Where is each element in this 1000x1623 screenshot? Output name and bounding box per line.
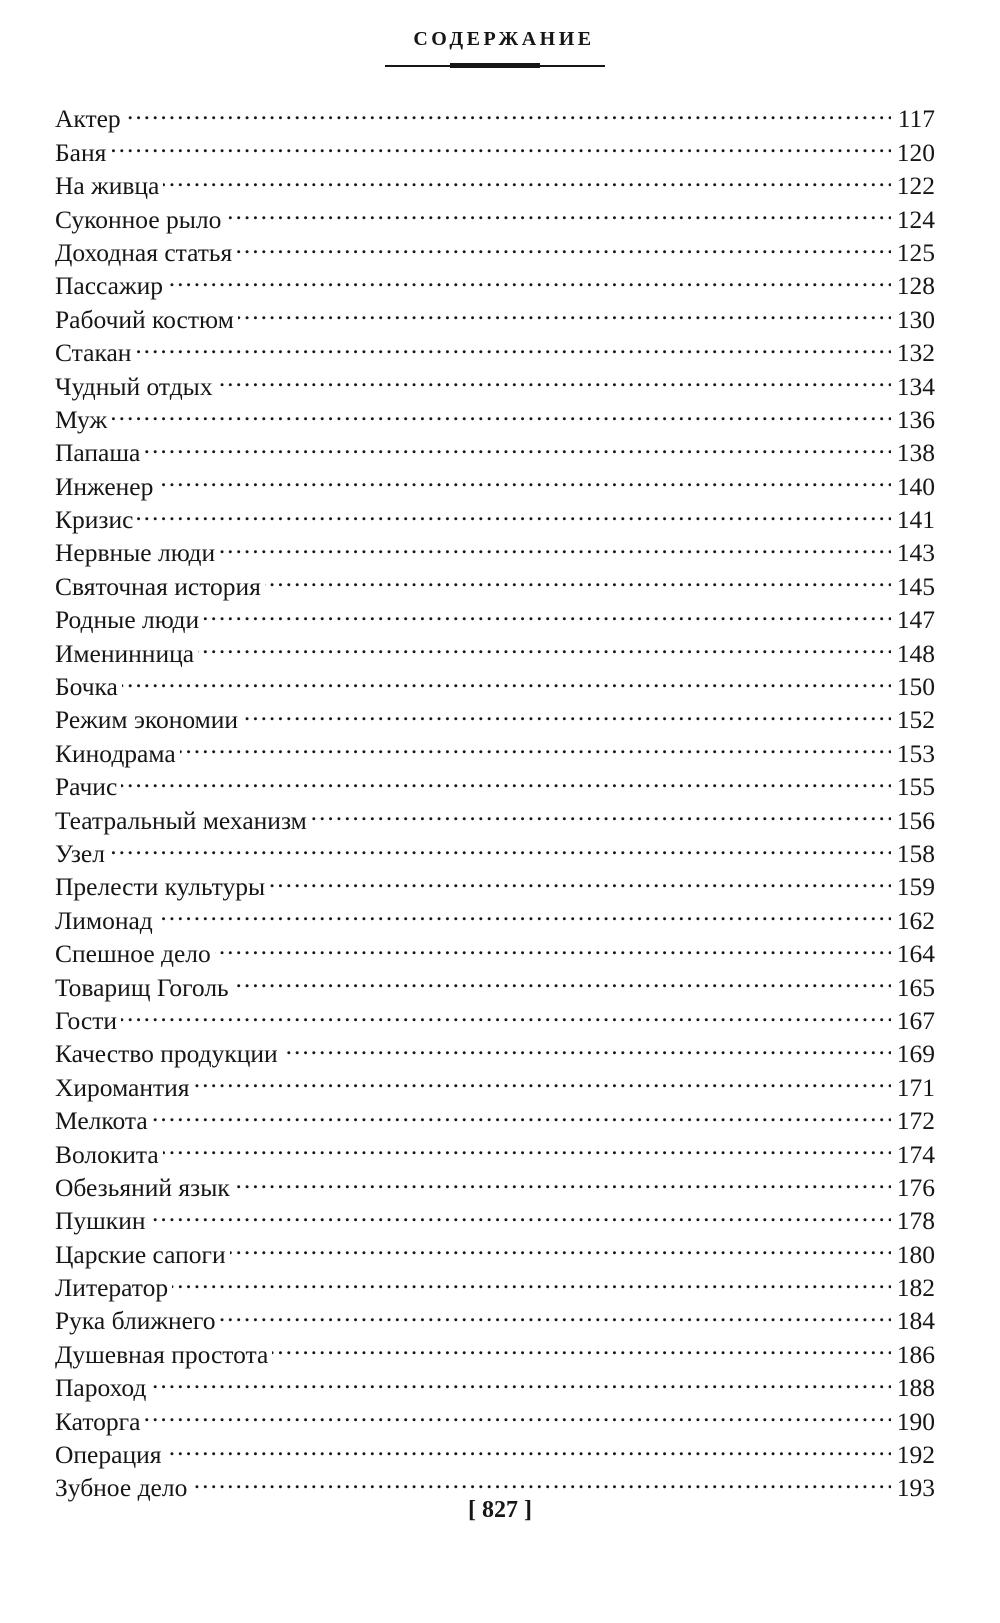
toc-entry-page-number: 182 <box>896 1273 935 1303</box>
toc-entry-title: Лимонад <box>55 905 153 935</box>
toc-entry-title: Пассажир <box>55 271 164 301</box>
toc-entry-title: Бочка <box>55 672 118 702</box>
toc-dot-leader <box>238 294 891 327</box>
toc-entry-page-number: 169 <box>896 1039 935 1069</box>
toc-entry-page-number: 167 <box>896 1005 935 1035</box>
toc-entry-title: Родные люди <box>55 605 200 635</box>
toc-entry-title: Режим экономии <box>55 705 239 735</box>
toc-entry-page-number: 147 <box>896 605 935 635</box>
toc-entry-page-number: 158 <box>896 838 935 868</box>
page-title: СОДЕРЖАНИЕ <box>413 28 595 50</box>
toc-dot-leader <box>150 1363 891 1396</box>
toc-entry <box>55 328 935 368</box>
toc-entry <box>55 895 935 935</box>
toc-entry-title: Кризис <box>55 505 134 535</box>
toc-dot-leader <box>311 795 891 828</box>
toc-entry <box>55 1163 935 1202</box>
toc-entry-title: Баня <box>55 137 107 167</box>
toc-dot-leader <box>152 1096 891 1129</box>
toc-entry <box>55 1363 935 1403</box>
toc-entry <box>55 662 935 702</box>
toc-entry <box>55 194 935 234</box>
toc-dot-leader <box>219 528 891 561</box>
toc-entry <box>55 1263 935 1303</box>
toc-dot-leader <box>282 1029 891 1062</box>
toc-entry-page-number: 117 <box>897 104 935 134</box>
toc-entry-title: Пароход <box>55 1373 147 1403</box>
toc-dot-leader <box>215 929 891 962</box>
toc-entry-page-number: 128 <box>896 271 935 301</box>
toc-entry-page-number: 143 <box>896 538 935 568</box>
toc-entry <box>55 1296 935 1336</box>
toc-entry <box>55 428 935 468</box>
toc-entry-page-number: 140 <box>896 471 935 501</box>
toc-entry <box>55 762 935 802</box>
toc-entry <box>55 695 935 735</box>
toc-dot-leader <box>165 1430 891 1463</box>
toc-entry-page-number: 162 <box>896 905 935 935</box>
toc-entry <box>55 1196 935 1236</box>
toc-entry-title: Каторга <box>55 1406 141 1436</box>
page-header <box>0 28 1000 51</box>
toc-entry-page-number: 176 <box>896 1172 935 1202</box>
toc-entry-page-number: 180 <box>896 1239 935 1269</box>
toc-entry-page-number: 165 <box>896 972 935 1002</box>
toc-entry-title: Зубное дело <box>55 1473 188 1503</box>
toc-entry-title: Прелести культуры <box>55 872 266 902</box>
toc-entry <box>55 461 935 501</box>
toc-entry-title: Именинница <box>55 638 195 668</box>
toc-dot-leader <box>122 662 891 695</box>
toc-entry-title: Инженер <box>55 471 154 501</box>
toc-dot-leader <box>157 461 891 494</box>
toc-entry-title: Литератор <box>55 1273 169 1303</box>
toc-entry-page-number: 122 <box>896 171 935 201</box>
toc-dot-leader <box>172 1263 891 1296</box>
toc-dot-leader <box>121 996 891 1029</box>
toc-entry <box>55 528 935 568</box>
toc-entry-page-number: 188 <box>896 1373 935 1403</box>
toc-dot-leader <box>265 561 891 594</box>
toc-entry-page-number: 136 <box>896 404 935 434</box>
toc-dot-leader <box>230 1229 891 1262</box>
toc-entry-page-number: 174 <box>896 1139 935 1169</box>
toc-entry <box>55 1129 935 1169</box>
toc-entry-title: Рачис <box>55 772 118 802</box>
toc-entry-title: Царские сапоги <box>55 1239 226 1269</box>
toc-entry <box>55 1396 935 1436</box>
toc-entry-page-number: 190 <box>896 1406 935 1436</box>
toc-entry-page-number: 134 <box>896 371 935 401</box>
toc-dot-leader <box>163 161 891 194</box>
toc-entry-title: Нервные люди <box>55 538 216 568</box>
toc-dot-leader <box>269 862 891 895</box>
toc-dot-leader <box>144 428 891 461</box>
toc-dot-leader <box>135 328 891 361</box>
toc-dot-leader <box>180 728 891 761</box>
toc-entry <box>55 495 935 535</box>
toc-entry-title: Суконное рыло <box>55 204 222 234</box>
toc-entry <box>55 161 935 201</box>
toc-entry-page-number: 171 <box>896 1072 935 1102</box>
toc-entry-title: Чудный отдых <box>55 371 213 401</box>
toc-entry-title: Рабочий костюм <box>55 304 234 334</box>
toc-entry-page-number: 125 <box>896 237 935 267</box>
toc-entry <box>55 862 935 902</box>
toc-dot-leader <box>272 1329 891 1362</box>
toc-entry <box>55 261 935 301</box>
toc-entry-page-number: 152 <box>896 705 935 735</box>
toc-entry <box>55 1229 935 1269</box>
toc-entry-page-number: 150 <box>896 672 935 702</box>
toc-entry <box>55 127 935 167</box>
toc-entry-title: Актер <box>55 104 121 134</box>
toc-dot-leader <box>137 495 891 528</box>
toc-entry-title: Качество продукции <box>55 1039 278 1069</box>
toc-entry <box>55 395 935 434</box>
toc-entry-title: Операция <box>55 1440 162 1470</box>
toc-entry-page-number: 192 <box>896 1440 935 1470</box>
toc-dot-leader <box>198 628 891 661</box>
toc-entry-title: Доходная статья <box>55 237 233 267</box>
toc-entry-title: Гости <box>55 1005 117 1035</box>
toc-entry-page-number: 178 <box>896 1206 935 1236</box>
toc-entry <box>55 996 935 1035</box>
toc-entry <box>55 929 935 969</box>
toc-entry-page-number: 184 <box>896 1306 935 1336</box>
toc-entry <box>55 829 935 868</box>
toc-dot-leader <box>225 194 891 227</box>
toc-entry-title: На живца <box>55 171 160 201</box>
toc-dot-leader <box>144 1396 891 1429</box>
toc-entry-page-number: 156 <box>896 805 935 835</box>
toc-entry <box>55 94 935 134</box>
table-of-contents <box>55 94 935 1503</box>
toc-entry-title: Узел <box>55 838 105 868</box>
toc-dot-leader <box>242 695 891 728</box>
toc-entry-page-number: 148 <box>896 638 935 668</box>
toc-entry-title: Муж <box>55 404 108 434</box>
toc-entry-title: Хиромантия <box>55 1072 190 1102</box>
toc-dot-leader <box>125 94 891 127</box>
toc-dot-leader <box>234 1163 891 1196</box>
toc-dot-leader <box>236 228 891 261</box>
toc-dot-leader <box>110 127 891 160</box>
toc-entry-title: Рука ближнего <box>55 1306 216 1336</box>
toc-entry-title: Кинодрама <box>55 738 176 768</box>
toc-dot-leader <box>149 1196 891 1229</box>
toc-entry-page-number: 132 <box>896 338 935 368</box>
toc-dot-leader <box>191 1463 891 1496</box>
toc-entry <box>55 1463 935 1503</box>
toc-dot-leader <box>111 395 891 428</box>
toc-entry-title: Театральный механизм <box>55 805 307 835</box>
toc-dot-leader <box>157 895 891 928</box>
toc-entry <box>55 294 935 334</box>
toc-entry <box>55 1029 935 1069</box>
toc-dot-leader <box>220 1296 892 1329</box>
toc-entry-page-number: 155 <box>896 772 935 802</box>
toc-entry-page-number: 145 <box>896 571 935 601</box>
toc-entry-title: Пушкин <box>55 1206 146 1236</box>
header-rule-accent <box>450 63 540 68</box>
toc-entry-title: Святочная история <box>55 571 261 601</box>
toc-dot-leader <box>109 829 891 862</box>
toc-dot-leader <box>163 1129 891 1162</box>
toc-entry <box>55 361 935 401</box>
toc-dot-leader <box>203 595 891 628</box>
toc-dot-leader <box>233 962 891 995</box>
toc-entry <box>55 728 935 768</box>
toc-entry-page-number: 138 <box>896 438 935 468</box>
toc-entry-page-number: 124 <box>896 204 935 234</box>
toc-entry-title: Обезьяний язык <box>55 1172 230 1202</box>
toc-dot-leader <box>121 762 891 795</box>
toc-entry-title: Душевная простота <box>55 1339 269 1369</box>
toc-dot-leader <box>217 361 891 394</box>
toc-entry-page-number: 120 <box>896 137 935 167</box>
toc-entry-title: Стакан <box>55 338 132 368</box>
toc-entry-title: Папаша <box>55 438 141 468</box>
toc-entry-page-number: 130 <box>896 304 935 334</box>
toc-entry-title: Мелкота <box>55 1106 148 1136</box>
toc-entry-title: Спешное дело <box>55 939 211 969</box>
toc-entry-page-number: 186 <box>896 1339 935 1369</box>
toc-entry-page-number: 153 <box>896 738 935 768</box>
toc-entry-page-number: 164 <box>896 939 935 969</box>
toc-entry-page-number: 159 <box>896 872 935 902</box>
toc-entry-page-number: 172 <box>896 1106 935 1136</box>
toc-entry-page-number: 141 <box>896 505 935 535</box>
toc-entry <box>55 1430 935 1470</box>
toc-dot-leader <box>194 1062 891 1095</box>
toc-entry <box>55 795 935 835</box>
toc-entry-title: Товарищ Гоголь <box>55 972 229 1002</box>
toc-entry-page-number: 193 <box>896 1473 935 1503</box>
toc-entry <box>55 1096 935 1136</box>
page-number: [ 827 ] <box>468 1497 532 1523</box>
toc-entry-title: Волокита <box>55 1139 159 1169</box>
toc-dot-leader <box>167 261 891 294</box>
